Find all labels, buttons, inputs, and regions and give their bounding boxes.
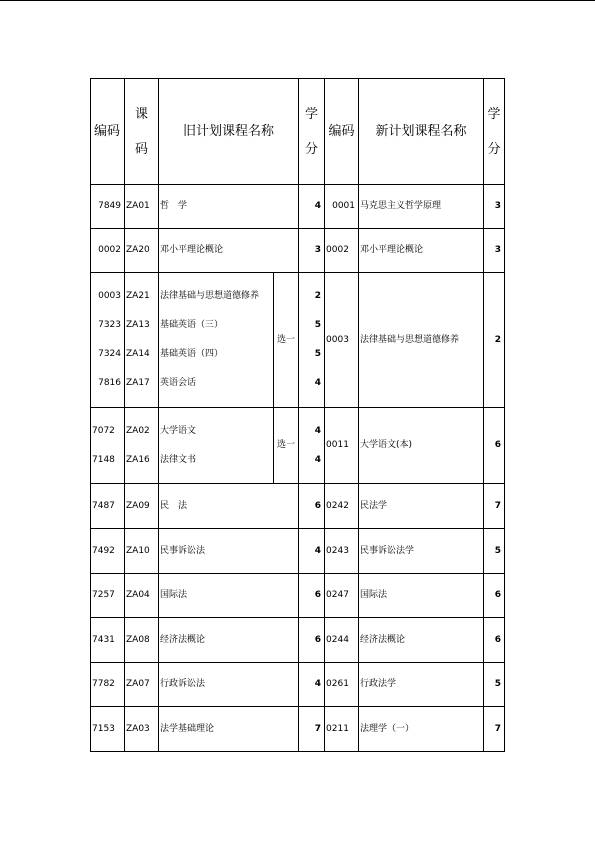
old-credit-cell: 3	[299, 229, 325, 273]
table-row	[91, 484, 505, 529]
new-name-cell: 国际法	[359, 574, 484, 618]
old-credit-cell: 4	[299, 529, 325, 574]
course-code-cell: ZA03	[125, 707, 159, 752]
old-name-cell: 哲 学	[159, 185, 299, 229]
old-credit-cell: 4	[299, 185, 325, 229]
old-credit-cell: 4	[299, 663, 325, 707]
old-name-cell: 经济法概论	[159, 618, 299, 663]
table-row	[91, 707, 505, 752]
table-row-group-choose-one	[91, 273, 505, 408]
old-name-stack: 法律基础与思想道德修养 基础英语（三） 基础英语（四） 英语会话	[159, 273, 274, 408]
course-code-cell: ZA04	[125, 574, 159, 618]
new-code-cell: 0001	[325, 185, 359, 229]
table-row	[91, 529, 505, 574]
new-code-cell: 0003	[325, 273, 359, 408]
old-credit-cell: 7	[299, 707, 325, 752]
old-name-cell: 邓小平理论概论	[159, 229, 299, 273]
new-code-cell: 0247	[325, 574, 359, 618]
new-code-cell: 0243	[325, 529, 359, 574]
new-name-cell: 邓小平理论概论	[359, 229, 484, 273]
new-credit-cell: 3	[484, 229, 505, 273]
course-code-stack: ZA02 ZA16	[125, 408, 159, 484]
old-code-cell: 7487	[91, 484, 125, 529]
old-name-cell: 行政诉讼法	[159, 663, 299, 707]
table-row-group-choose-one	[91, 408, 505, 484]
old-code-cell: 7849	[91, 185, 125, 229]
table-row	[91, 229, 505, 273]
new-name-cell: 大学语文(本)	[359, 408, 484, 484]
new-code-cell: 0242	[325, 484, 359, 529]
header-new-code: 编码	[325, 79, 359, 185]
header-new-name: 新计划课程名称	[359, 79, 484, 185]
course-code-cell: ZA10	[125, 529, 159, 574]
new-credit-cell: 5	[484, 663, 505, 707]
new-name-cell: 法理学（一）	[359, 707, 484, 752]
new-credit-cell: 2	[484, 273, 505, 408]
header-new-credit: 学 分	[484, 79, 505, 185]
old-credit-cell: 6	[299, 618, 325, 663]
old-name-cell: 法学基础理论	[159, 707, 299, 752]
old-code-cell: 7782	[91, 663, 125, 707]
header-course-code: 课 码	[125, 79, 159, 185]
course-code-stack: ZA21 ZA13 ZA14 ZA17	[125, 273, 159, 408]
old-code-cell: 0002	[91, 229, 125, 273]
old-code-cell: 7492	[91, 529, 125, 574]
old-credit-stack: 2 5 5 4	[299, 273, 325, 408]
new-name-cell: 法律基础与思想道德修养	[359, 273, 484, 408]
table-header-row	[91, 79, 505, 185]
new-credit-cell: 6	[484, 618, 505, 663]
new-code-cell: 0244	[325, 618, 359, 663]
header-old-name: 旧计划课程名称	[159, 79, 299, 185]
new-credit-cell: 7	[484, 707, 505, 752]
old-name-stack: 大学语文 法律文书	[159, 408, 274, 484]
new-credit-cell: 7	[484, 484, 505, 529]
old-name-cell: 国际法	[159, 574, 299, 618]
table-row	[91, 663, 505, 707]
page-top-rule	[0, 0, 595, 1]
choose-one-label: 选一	[274, 273, 299, 408]
old-credit-cell: 6	[299, 574, 325, 618]
new-name-cell: 民事诉讼法学	[359, 529, 484, 574]
table-row	[91, 185, 505, 229]
header-old-credit: 学 分	[299, 79, 325, 185]
new-code-cell: 0211	[325, 707, 359, 752]
old-code-stack: 7072 7148	[91, 408, 125, 484]
new-code-cell: 0261	[325, 663, 359, 707]
course-mapping-table	[90, 78, 505, 752]
new-name-cell: 行政法学	[359, 663, 484, 707]
new-code-cell: 0011	[325, 408, 359, 484]
old-name-cell: 民事诉讼法	[159, 529, 299, 574]
old-code-stack: 0003 7323 7324 7816	[91, 273, 125, 408]
new-name-cell: 经济法概论	[359, 618, 484, 663]
old-code-cell: 7257	[91, 574, 125, 618]
new-name-cell: 马克思主义哲学原理	[359, 185, 484, 229]
course-code-cell: ZA01	[125, 185, 159, 229]
new-name-cell: 民法学	[359, 484, 484, 529]
new-credit-cell: 5	[484, 529, 505, 574]
old-code-cell: 7153	[91, 707, 125, 752]
header-old-code: 编码	[91, 79, 125, 185]
new-credit-cell: 3	[484, 185, 505, 229]
new-code-cell: 0002	[325, 229, 359, 273]
course-code-cell: ZA20	[125, 229, 159, 273]
choose-one-label: 选一	[274, 408, 299, 484]
new-credit-cell: 6	[484, 574, 505, 618]
old-code-cell: 7431	[91, 618, 125, 663]
course-code-cell: ZA09	[125, 484, 159, 529]
table-row	[91, 618, 505, 663]
old-name-cell: 民 法	[159, 484, 299, 529]
new-credit-cell: 6	[484, 408, 505, 484]
course-code-cell: ZA07	[125, 663, 159, 707]
old-credit-stack: 4 4	[299, 408, 325, 484]
course-code-cell: ZA08	[125, 618, 159, 663]
table-row	[91, 574, 505, 618]
old-credit-cell: 6	[299, 484, 325, 529]
